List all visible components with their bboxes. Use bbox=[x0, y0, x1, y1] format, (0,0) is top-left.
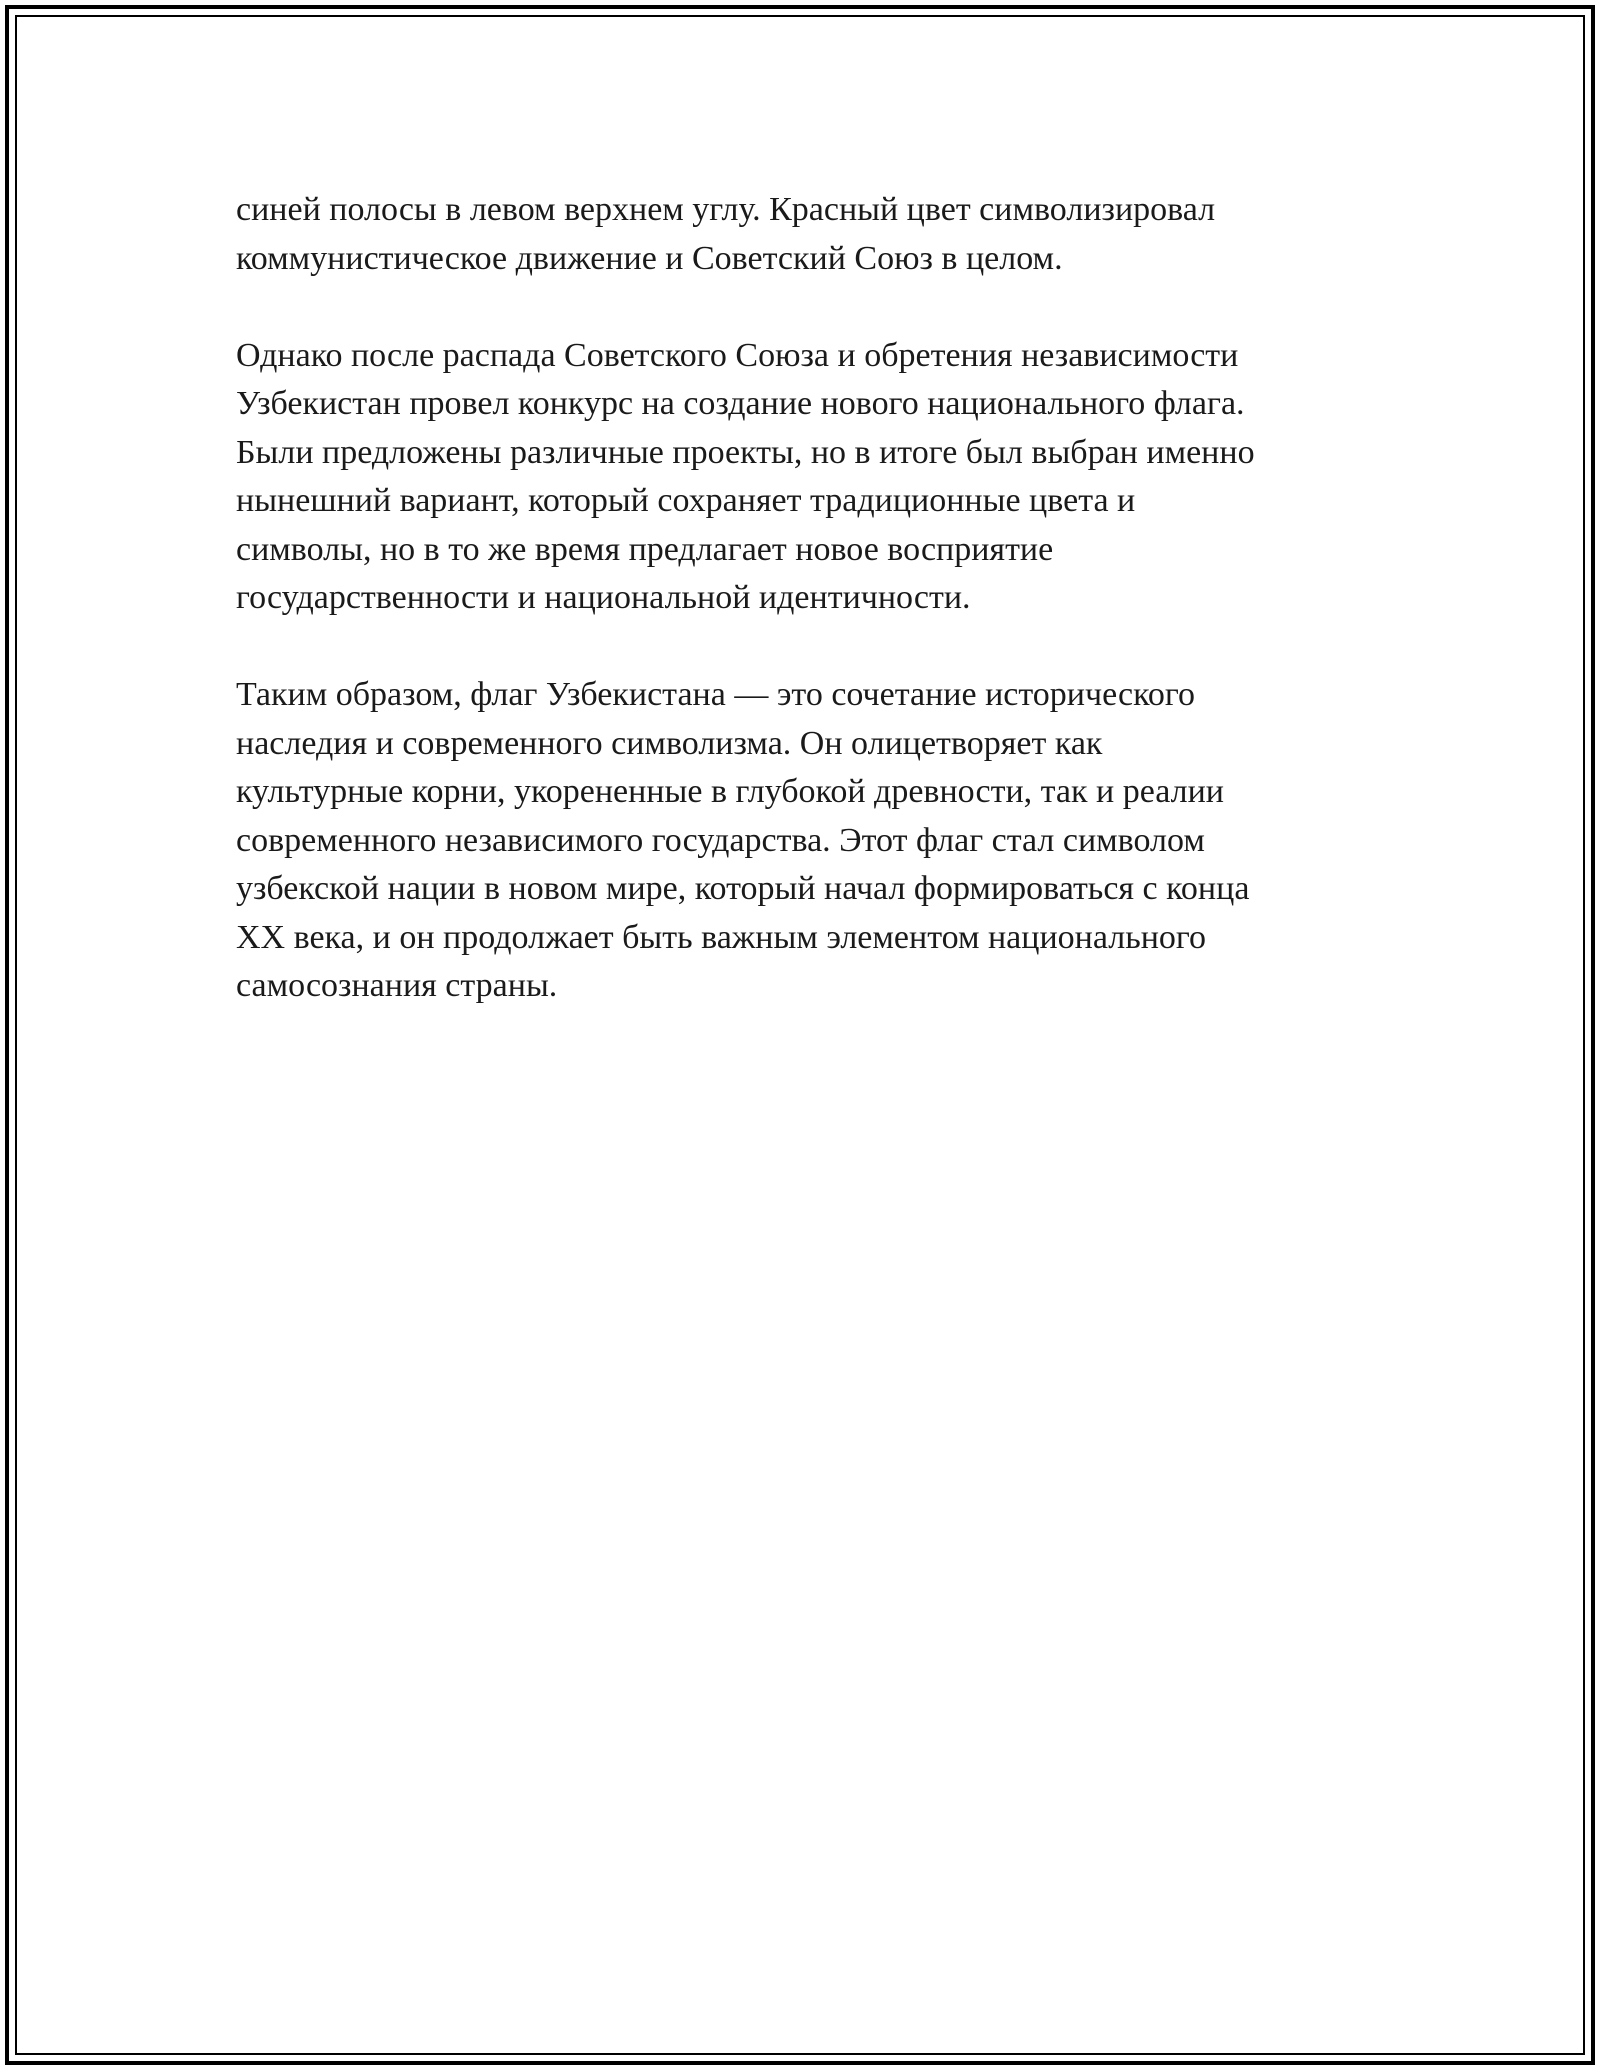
text-line: узбекской нации в новом мире, который начал формироваться с конца bbox=[236, 870, 1250, 907]
text-line: коммунистическое движение и Советский Союз в целом. bbox=[236, 239, 1063, 277]
document-body bbox=[236, 186, 1366, 1059]
text-line: синей полосы в левом верхнем углу. Красный цвет символизировал bbox=[236, 191, 1216, 228]
paragraph bbox=[236, 186, 1366, 283]
paragraph bbox=[236, 332, 1366, 623]
paragraph bbox=[236, 671, 1366, 1011]
text-line: Были предложены различные проекты, но в итоге был выбран именно bbox=[236, 433, 1255, 471]
text-line: самосознания страны. bbox=[236, 967, 558, 1004]
text-line: Таким образом, флаг Узбекистана — это сочетание исторического bbox=[236, 676, 1195, 713]
text-line: XX века, и он продолжает быть важным элементом национального bbox=[236, 918, 1206, 956]
text-line: нынешний вариант, который сохраняет традиционные цвета и bbox=[236, 482, 1136, 519]
text-line: культурные корни, укорененные в глубокой древности, так и реалии bbox=[236, 773, 1224, 810]
text-line: символы, но в то же время предлагает новое восприятие bbox=[236, 530, 1054, 568]
text-line: государственности и национальной идентичности. bbox=[236, 579, 971, 616]
text-line: современного независимого государства. Этот флаг стал символом bbox=[236, 821, 1205, 859]
text-line: Однако после распада Советского Союза и обретения независимости bbox=[236, 336, 1239, 374]
text-line: наследия и современного символизма. Он олицетворяет как bbox=[236, 724, 1103, 762]
text-line: Узбекистан провел конкурс на создание нового национального флага. bbox=[236, 385, 1245, 422]
